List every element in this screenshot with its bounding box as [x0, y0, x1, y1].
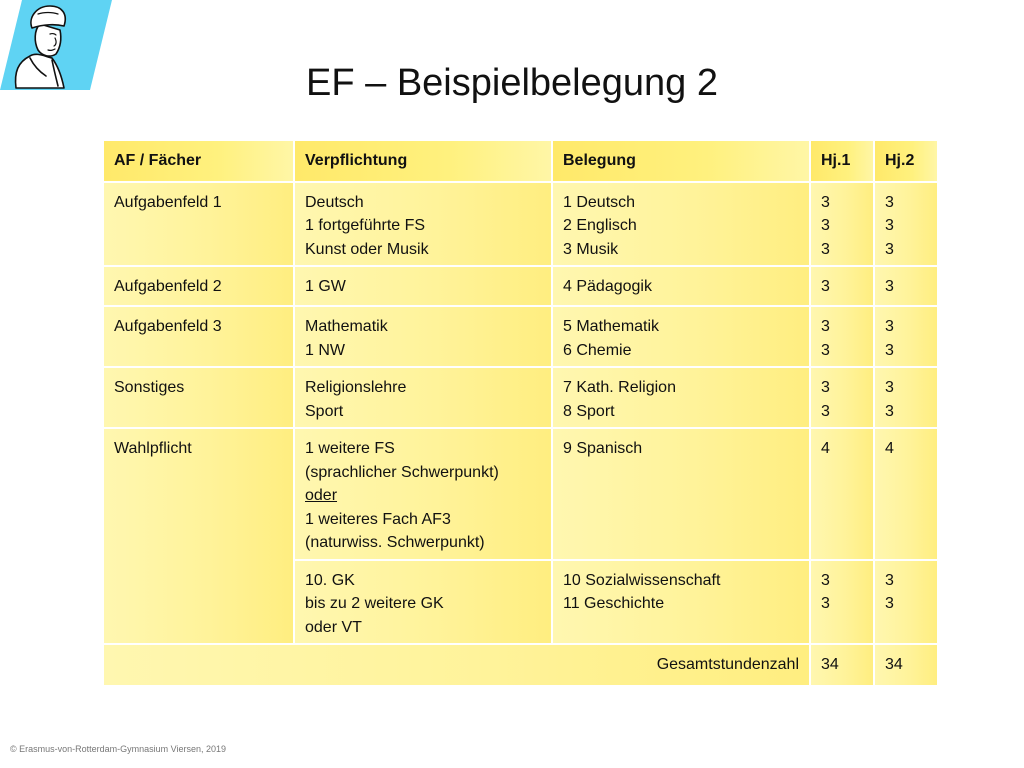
table-row: [104, 267, 937, 305]
cell-line: 3: [821, 571, 830, 589]
cell-hj2: [875, 267, 937, 305]
cell-line: 1 weiteres Fach AF3: [305, 510, 451, 528]
cell-line: 3: [885, 240, 894, 258]
cell-line: 11 Geschichte: [563, 595, 665, 612]
belegung-table: [102, 139, 939, 687]
cell-belegung: [553, 561, 809, 644]
cell-line: 1 NW: [305, 341, 345, 359]
cell-line: 3: [885, 571, 894, 589]
cell-line: 3 Musik: [563, 240, 619, 258]
cell-hj1: [811, 267, 873, 305]
header-verpflichtung: Verpflichtung: [295, 141, 551, 181]
cell-line: 3: [885, 595, 894, 612]
cell-line: 10. GK: [305, 571, 355, 589]
cell-line: 3: [885, 402, 894, 420]
cell-hj2: [875, 183, 937, 266]
table-row: [104, 307, 937, 366]
af-label: Aufgabenfeld 2: [114, 278, 222, 295]
cell-hj1: [811, 307, 873, 366]
cell-belegung: [553, 368, 809, 427]
cell-line: 7 Kath. Religion: [563, 379, 676, 396]
cell-line: 3: [821, 240, 830, 258]
cell-line: Mathematik: [305, 318, 388, 335]
cell-belegung: [553, 267, 809, 305]
header-belegung: Belegung: [553, 141, 809, 181]
cell-line: 3: [821, 379, 830, 396]
header-hj1: Hj.1: [811, 141, 873, 181]
cell-line-underlined: oder: [305, 487, 338, 504]
copyright-footer: © Erasmus-von-Rotterdam-Gymnasium Viersen, 2019: [10, 744, 227, 754]
cell-line: Deutsch: [305, 193, 364, 211]
cell-line: 3: [821, 595, 830, 612]
cell-line: 10 Sozialwissenschaft: [563, 571, 721, 589]
cell-line: oder VT: [305, 618, 362, 636]
cell-line: 3: [821, 341, 830, 359]
cell-line: 4: [885, 440, 894, 457]
cell-af: [104, 429, 293, 643]
cell-verpflichtung: [295, 561, 551, 644]
cell-verpflichtung: [295, 183, 551, 266]
af-label: Aufgabenfeld 1: [114, 193, 222, 211]
cell-line: 3: [821, 318, 830, 335]
cell-hj2: [875, 429, 937, 559]
cell-verpflichtung: [295, 429, 551, 559]
cell-line: 3: [821, 193, 830, 211]
cell-line: 3: [885, 318, 894, 335]
cell-line: 3: [885, 379, 894, 396]
cell-line: 3: [885, 341, 894, 359]
cell-line: (sprachlicher Schwerpunkt): [305, 463, 499, 481]
table-row: [104, 368, 937, 427]
cell-verpflichtung: [295, 307, 551, 366]
header-hj2: Hj.2: [875, 141, 937, 181]
cell-belegung: [553, 307, 809, 366]
table-header-row: [104, 141, 937, 181]
af-label: Aufgabenfeld 3: [114, 318, 222, 335]
cell-line: (naturwiss. Schwerpunkt): [305, 534, 485, 551]
cell-hj1: [811, 183, 873, 266]
header-af: AF / Fächer: [104, 141, 293, 181]
cell-af: [104, 267, 293, 305]
cell-line: Sport: [305, 402, 344, 420]
cell-af: [104, 368, 293, 427]
table-row: [104, 429, 937, 559]
cell-line: Religionslehre: [305, 379, 407, 396]
cell-line: 8 Sport: [563, 402, 615, 420]
af-label: Sonstiges: [114, 379, 185, 396]
cell-line: 3: [821, 402, 830, 420]
cell-verpflichtung: [295, 368, 551, 427]
cell-belegung: [553, 429, 809, 559]
cell-line: 3: [821, 278, 830, 295]
cell-line: 3: [885, 217, 894, 234]
cell-line: 6 Chemie: [563, 341, 632, 359]
cell-line: Kunst oder Musik: [305, 240, 429, 258]
cell-verpflichtung: [295, 267, 551, 305]
slide-title: EF – Beispielbelegung 2: [306, 62, 718, 104]
cell-line: 3: [885, 193, 894, 211]
af-label: Wahlpflicht: [114, 440, 192, 457]
cell-hj1: [811, 429, 873, 559]
total-hj1: 34: [811, 645, 873, 685]
total-label: Gesamtstundenzahl: [104, 645, 809, 685]
cell-belegung: [553, 183, 809, 266]
cell-hj1: [811, 368, 873, 427]
cell-hj2: [875, 561, 937, 644]
cell-hj1: [811, 561, 873, 644]
cell-line: 1 fortgeführte FS: [305, 217, 426, 234]
table-row: [104, 183, 937, 266]
cell-line: 9 Spanisch: [563, 440, 643, 457]
cell-line: 5 Mathematik: [563, 318, 660, 335]
cell-line: bis zu 2 weitere GK: [305, 595, 444, 612]
cell-line: 3: [885, 278, 894, 295]
total-row: [104, 645, 937, 685]
cell-line: 1 GW: [305, 278, 346, 295]
cell-hj2: [875, 307, 937, 366]
cell-hj2: [875, 368, 937, 427]
cell-line: 3: [821, 217, 830, 234]
cell-line: 2 Englisch: [563, 217, 637, 234]
cell-af: [104, 183, 293, 266]
total-hj2: 34: [875, 645, 937, 685]
cell-line: 4 Pädagogik: [563, 278, 652, 295]
cell-line: 1 Deutsch: [563, 193, 636, 211]
cell-line: 1 weitere FS: [305, 440, 395, 457]
cell-line: 4: [821, 440, 830, 457]
cell-af: [104, 307, 293, 366]
